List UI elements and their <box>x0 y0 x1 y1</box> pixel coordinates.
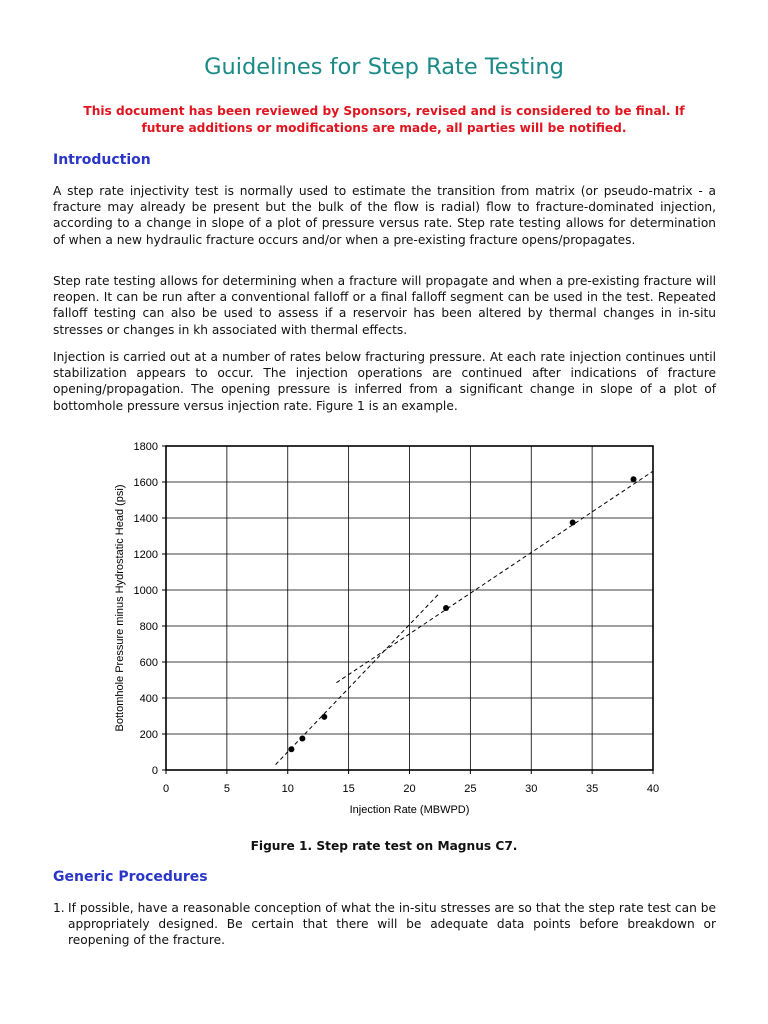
y-tick-label: 0 <box>151 765 158 777</box>
procedures-list <box>53 900 716 949</box>
x-tick-label: 10 <box>281 783 294 795</box>
generic-procedures-heading: Generic Procedures <box>53 869 208 885</box>
y-tick-label: 600 <box>139 657 158 669</box>
x-tick-label: 25 <box>464 783 477 795</box>
introduction-heading: Introduction <box>53 152 151 168</box>
data-point <box>321 714 327 720</box>
x-tick-label: 0 <box>162 783 170 795</box>
y-tick-label: 800 <box>139 621 158 633</box>
trend-line <box>336 471 653 683</box>
trend-line <box>276 593 440 765</box>
list-item-number: 1. <box>53 901 65 915</box>
x-tick-label: 20 <box>403 783 416 795</box>
list-item <box>53 900 716 949</box>
x-tick-label: 5 <box>223 783 230 795</box>
data-point <box>288 746 294 752</box>
y-tick-label: 1600 <box>133 477 158 489</box>
x-axis-label: Injection Rate (MBWPD) <box>349 804 470 816</box>
data-point <box>631 476 637 482</box>
final-review-notice: This document has been reviewed by Sponsors, revised and is considered to be final. If future additions or modifications are made, all parties will be notified. <box>83 104 685 135</box>
x-tick-label: 30 <box>525 783 538 795</box>
y-tick-label: 400 <box>139 693 158 705</box>
intro-paragraph-1: A step rate injectivity test is normally used to estimate the transition from matrix (or pseudo-matrix - a fracture may already be present but the bulk of the flow is radial) flow to fracture-dominated injection, according to a change in slope of a plot of pressure versus rate. Step rate testing allows for determination of when a new hydraulic fracture occurs and/or when a pre-existing fracture opens/propagates. <box>53 184 716 247</box>
y-tick-label: 1200 <box>133 549 158 561</box>
y-axis-label: Bottomhole Pressure minus Hydrostatic Head (psi) <box>114 484 126 732</box>
x-tick-label: 40 <box>646 783 660 795</box>
list-item-text: If possible, have a reasonable conception of what the in-situ stresses are so that the step rate test can be appropriately designed. Be certain that there will be adequate data points before breakdown or reopening of the fracture. <box>68 901 716 948</box>
y-tick-label: 1800 <box>133 441 158 453</box>
x-tick-label: 35 <box>586 783 599 795</box>
y-tick-label: 1000 <box>133 585 158 597</box>
step-rate-chart <box>100 436 680 826</box>
document-title: Guidelines for Step Rate Testing <box>204 54 564 80</box>
y-tick-label: 200 <box>139 729 158 741</box>
figure-caption: Figure 1. Step rate test on Magnus C7. <box>250 839 518 853</box>
data-point <box>570 520 576 526</box>
intro-paragraph-3: Injection is carried out at a number of rates below fracturing pressure. At each rate injection continues until stabilization appears to occur. The injection operations are continued after indications of fracture opening/propagation. The opening pressure is inferred from a significant change in slope of a plot of bottomhole pressure versus injection rate. Figure 1 is an example. <box>53 350 716 413</box>
x-tick-label: 15 <box>342 783 355 795</box>
intro-paragraph-2: Step rate testing allows for determining when a fracture will propagate and when a pre-existing fracture will reopen. It can be run after a conventional falloff or a final falloff segment can be used in the test. Repeated falloff testing can also be used to assess if a reservoir has been altered by thermal changes in in-situ stresses or changes in kh associated with thermal effects. <box>53 274 716 337</box>
y-tick-label: 1400 <box>133 513 158 525</box>
